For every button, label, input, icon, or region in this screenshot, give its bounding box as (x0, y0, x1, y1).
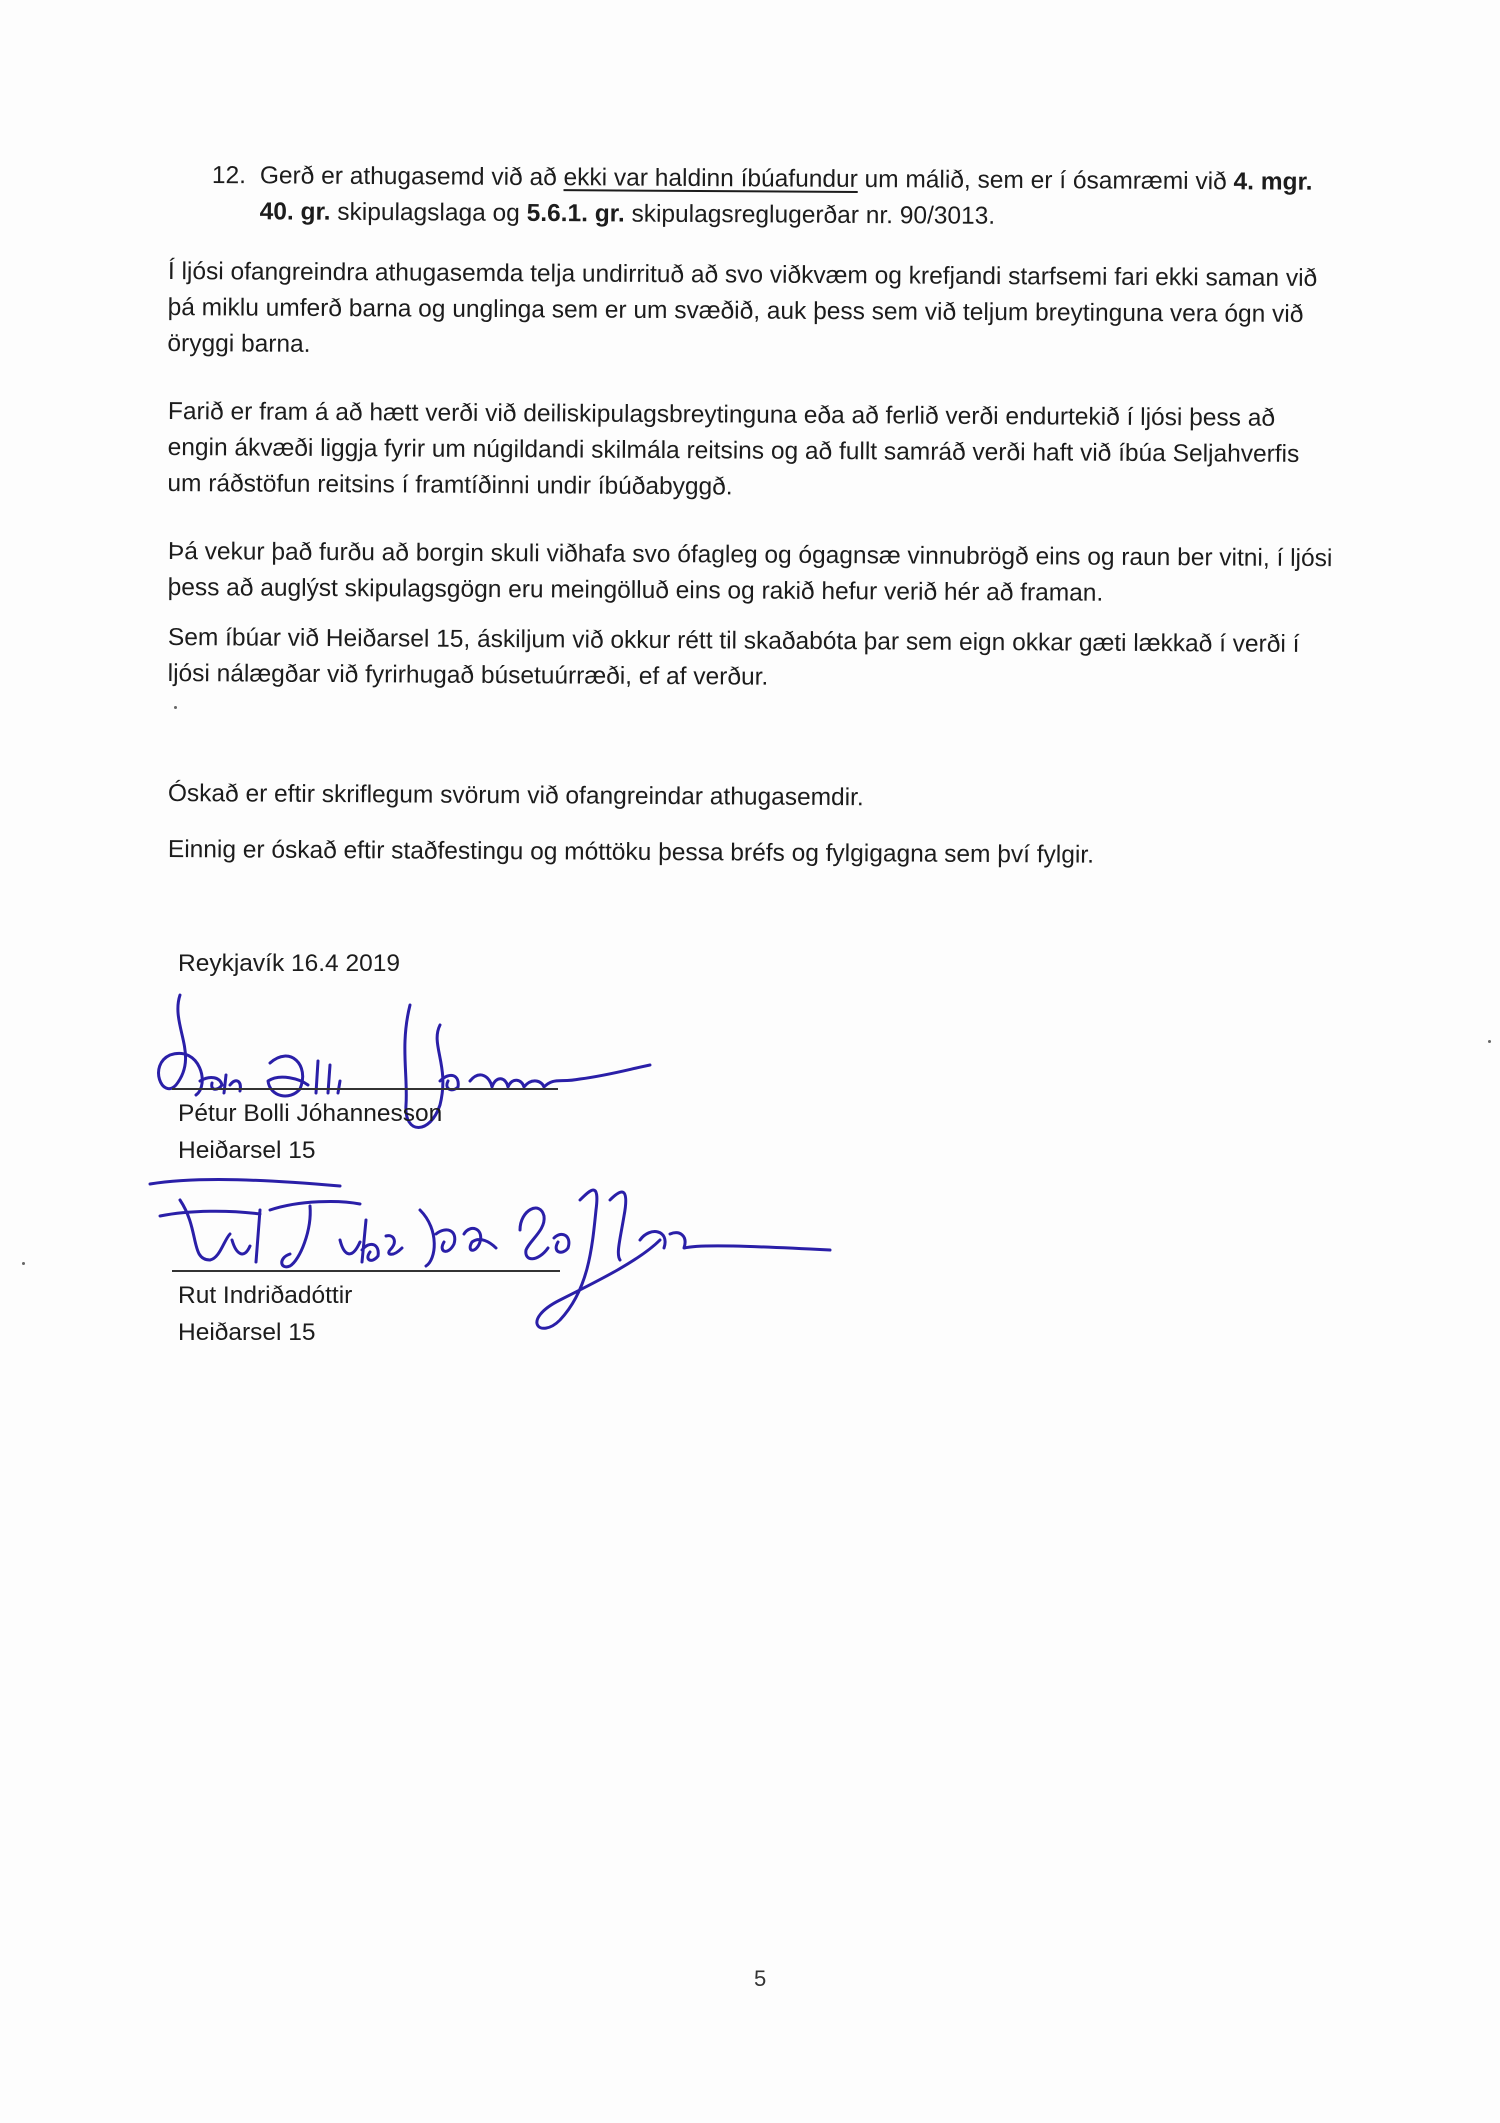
signature-line (172, 1270, 560, 1272)
list-item-12 (212, 158, 1342, 237)
paragraph-3: Þá vekur það furðu að borgin skuli viðhafa svo ófagleg og ógagnsæ vinnubrögð eins og raun ber vitni, í ljósi þess að auglýst skipulagsgögn eru meingölluð eins og rakið hefur verið hér að framan. (167, 537, 1333, 607)
paragraph-1: Í ljósi ofangreindra athugasemda telja undirrituð að svo viðkvæm og krefjandi starfsemi fari ekki saman við þá miklu umferð barna og unglinga sem er um svæðið, auk þess sem við teljum breytinguna vera ógn við öryggi barna. (167, 257, 1318, 358)
scan-speck (1488, 1040, 1491, 1043)
signatory-2-name: Rut Indriðadóttir (178, 1282, 353, 1309)
paragraph-4: Sem íbúar við Heiðarsel 15, áskiljum við okkur rétt til skaðabóta þar sem eign okkar gæti lækkað í verði í ljósi nálægðar við fyrirhugað búsetuúrræði, ef af verður. (167, 623, 1300, 691)
underlined-phrase: ekki var haldinn íbúafundur (563, 164, 858, 193)
list-item-number: 12. (211, 161, 247, 190)
scan-speck (174, 706, 177, 709)
list-item-text: Gerð er athugasemd við að ekki var haldinn íbúafundur um málið, sem er í ósamræmi við 4. mgr. 40. gr. skipulagslaga og 5.6.1. gr. skipulagsreglugerðar nr. 90/3013. (259, 162, 1313, 230)
scan-speck (22, 1262, 25, 1265)
page-number: 5 (754, 1966, 767, 1991)
signature-line (172, 1088, 558, 1090)
signatory-2-address: Heiðarsel 15 (178, 1319, 316, 1346)
bold-reference: 4. mgr. 40. gr. (259, 168, 1313, 226)
signatory-1-address: Heiðarsel 15 (178, 1137, 316, 1164)
paragraph-5: Óskað er eftir skriflegum svörum við ofangreindar athugasemdir. (167, 779, 864, 812)
signatory-1-name: Pétur Bolli Jóhannesson (178, 1100, 443, 1127)
place-date: Reykjavík 16.4 2019 (178, 950, 400, 977)
bold-reference: 5.6.1. gr. (526, 199, 625, 228)
paragraph-2: Farið er fram á að hætt verði við deiliskipulagsbreytinguna eða að ferlið verði endurtekið í ljósi þess að engin ákvæði liggja fyrir um núgildandi skilmála reitsins og að fullt samráð verði haft við íbúa Seljahverfis um ráðstöfun reitsins í framtíðinni undir íbúðabyggð. (167, 397, 1300, 501)
paragraph-6: Einnig er óskað eftir staðfestingu og móttöku þessa bréfs og fylgigagna sem því fylgir. (167, 835, 1095, 869)
